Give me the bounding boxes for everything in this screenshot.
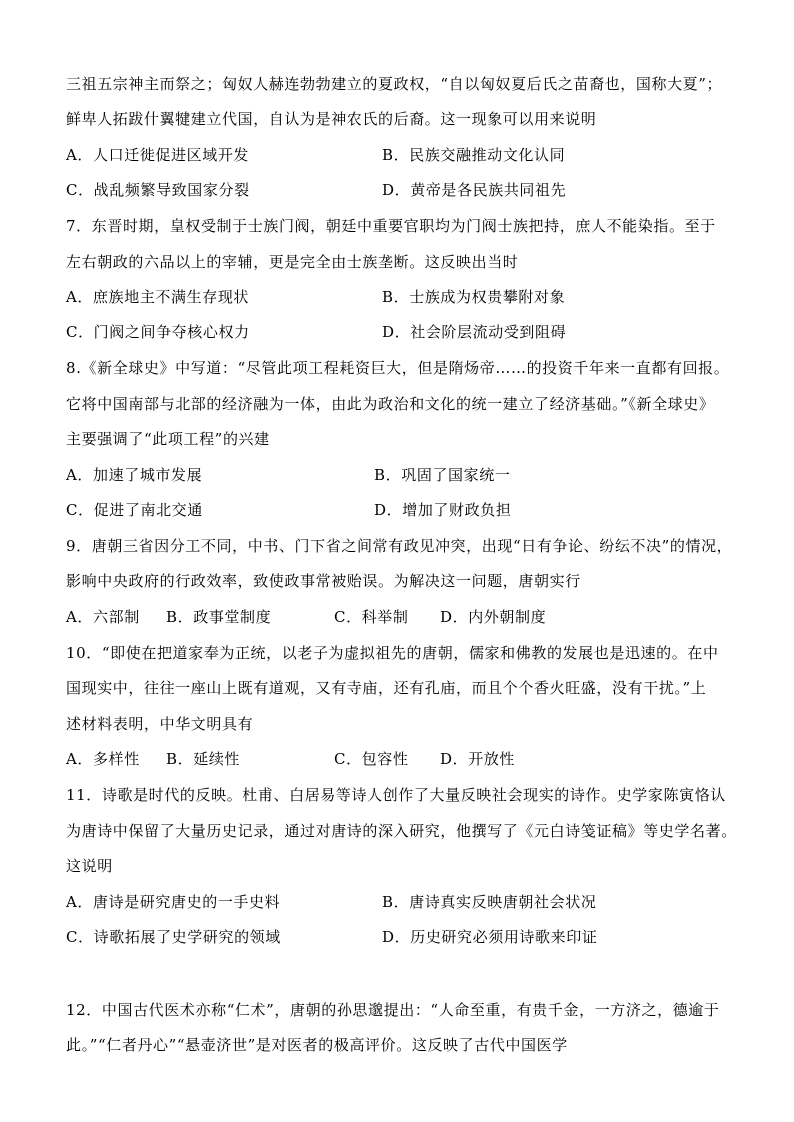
q7-stem-line-2: 左右朝政的六品以上的宰辅，更是完全由士族垄断。这反映出当时 <box>66 253 519 271</box>
q8-option-b: B．巩固了国家统一 <box>374 466 511 484</box>
q8-option-a: A．加速了城市发展 <box>66 466 203 484</box>
q6-stem-line-1: 三祖五宗神主而祭之；匈奴人赫连勃勃建立的夏政权，“自以匈奴夏后氏之苗裔也，国称大夏”； <box>66 75 723 93</box>
q6-option-c: C．战乱频繁导致国家分裂 <box>66 181 250 199</box>
q11-option-c: C．诗歌拓展了史学研究的领域 <box>66 928 281 946</box>
q11-option-d: D．历史研究必须用诗歌来印证 <box>382 928 598 946</box>
q12-stem-line-1: 12．中国古代医术亦称“仁术”，唐朝的孙思邈提出：“人命至重，有贵千金，一方济之，德逾于 <box>66 1001 720 1019</box>
q9-stem-line-2: 影响中央政府的行政效率，致使政事常被贻误。为解决这一问题，唐朝实行 <box>66 572 581 590</box>
q7-option-d: D．社会阶层流动受到阻碍 <box>382 323 567 341</box>
q6-option-b: B．民族交融推动文化认同 <box>382 146 566 164</box>
q7-option-c: C．门阀之间争夺核心权力 <box>66 323 250 341</box>
q6-option-a: A．人口迁徙促进区域开发 <box>66 146 250 164</box>
q10-option-a: A．多样性 <box>66 750 140 768</box>
q6-stem-line-2: 鲜卑人拓跋什翼犍建立代国，自认为是神农氏的后裔。这一现象可以用来说明 <box>66 110 597 128</box>
q6-option-d: D．黄帝是各民族共同祖先 <box>382 181 567 199</box>
q9-option-d: D．内外朝制度 <box>440 608 547 626</box>
q11-stem-line-3: 这说明 <box>66 857 113 875</box>
q11-stem-line-1: 11．诗歌是时代的反映。杜甫、白居易等诗人创作了大量反映社会现实的诗作。史学家陈寅恪认 <box>66 786 726 804</box>
q9-option-c: C．科举制 <box>334 608 409 626</box>
q8-stem-line-1: 8.《新全球史》中写道：“尽管此项工程耗资巨大，但是隋炀帝……的投资千年来一直都有回报。 <box>66 359 730 377</box>
q11-stem-line-2: 为唐诗中保留了大量历史记录，通过对唐诗的深入研究，他撰写了《元白诗笺证稿》等史学名著。 <box>66 822 737 840</box>
q10-option-d: D．开放性 <box>440 750 516 768</box>
q11-option-b: B．唐诗真实反映唐朝社会状况 <box>382 893 597 911</box>
q7-option-a: A．庶族地主不满生存现状 <box>66 288 250 306</box>
q9-option-a: A．六部制 <box>66 608 140 626</box>
q10-stem-line-1: 10．“即使在把道家奉为正统，以老子为虚拟祖先的唐朝，儒家和佛教的发展也是迅速的。在中 <box>66 644 719 662</box>
q8-option-c: C．促进了南北交通 <box>66 501 203 519</box>
q11-option-a: A．唐诗是研究唐史的一手史料 <box>66 893 281 911</box>
q12-stem-line-2: 此。”“仁者丹心”“悬壶济世”是对医者的极高评价。这反映了古代中国医学 <box>66 1036 568 1054</box>
q9-option-b: B．政事堂制度 <box>166 608 272 626</box>
q7-option-b: B．士族成为权贵攀附对象 <box>382 288 566 306</box>
q8-option-d: D．增加了财政负担 <box>374 501 512 519</box>
q9-stem-line-1: 9．唐朝三省因分工不同，中书、门下省之间常有政见冲突，出现“日有争论、纷纭不决”的情况， <box>66 537 733 555</box>
q10-option-c: C．包容性 <box>334 750 409 768</box>
q8-stem-line-2: 它将中国南部与北部的经济融为一体，由此为政治和文化的统一建立了经济基础。”《新全球史》 <box>66 395 715 413</box>
q7-stem-line-1: 7．东晋时期，皇权受制于士族门阀，朝廷中重要官职均为门阀士族把持，庶人不能染指。至于 <box>66 217 716 235</box>
q10-stem-line-3: 述材料表明，中华文明具有 <box>66 715 254 733</box>
q10-stem-line-2: 国现实中，往往一座山上既有道观，又有寺庙，还有孔庙，而且个个香火旺盛，没有干扰。”上 <box>66 679 707 697</box>
q10-option-b: B．延续性 <box>166 750 241 768</box>
q8-stem-line-3: 主要强调了“此项工程”的兴建 <box>66 430 270 448</box>
